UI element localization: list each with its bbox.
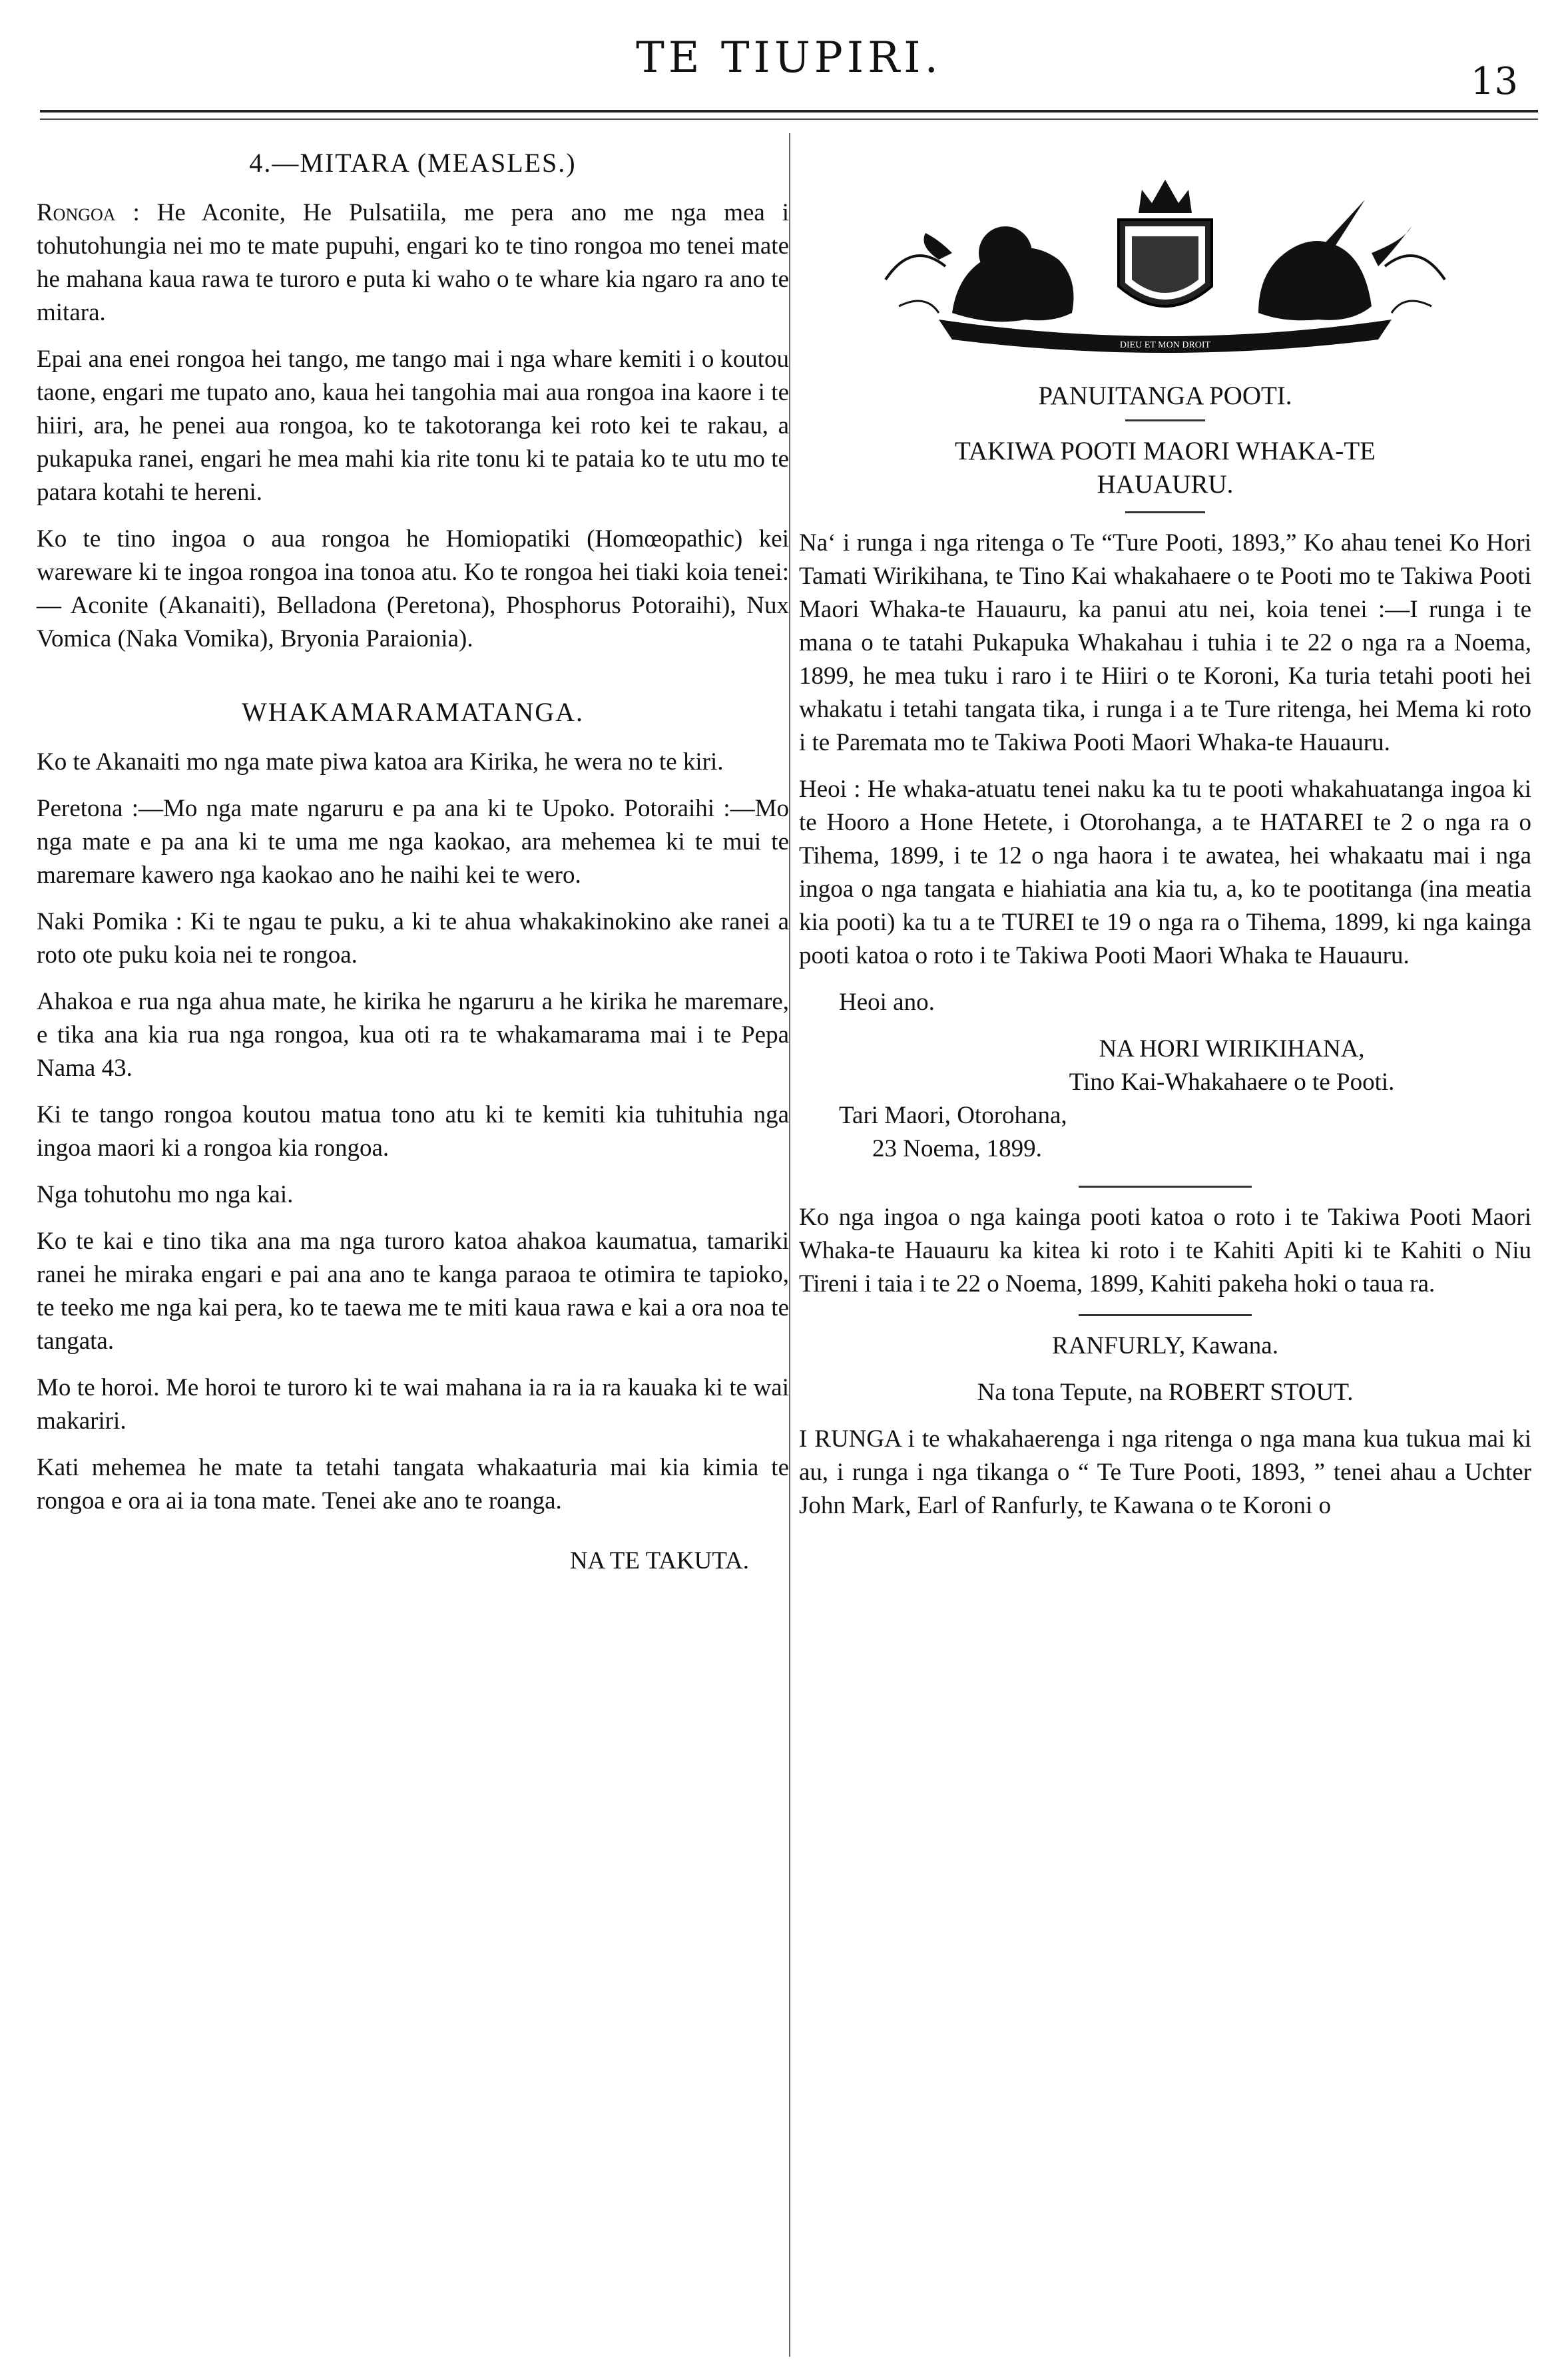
left-column (37, 133, 789, 1578)
header-rule-thin (40, 119, 1538, 120)
deputy-line: Na tona Tepute, na ROBERT STOUT. (977, 1379, 1354, 1406)
royal-crest-icon (859, 173, 1471, 359)
signature-date: 23 Noema, 1899. (872, 1135, 1042, 1162)
signature-name: NA HORI WIRIKIHANA, (1099, 1035, 1365, 1063)
paragraph: Ko te tino ingoa o aua rongoa he Homiopatiki (Homœopathic) kei wareware ki te ingoa rongoa ina tonoa atu. Ko te rongoa hei tiaki koia tenei: — Aconite (Akanaiti), Belladona (Peretona), Phosphorus Potoraihi), Nux Vomica (Naka Vomika), Bryonia Paraionia). (37, 525, 789, 652)
paragraph: Rongoa : He Aconite, He Pulsatiila, me pera ano me nga mea i tohutohungia nei mo te mate pupuhi, engari ko te tino rongoa mo tenei mate he mahana kaua rawa te turoro e puta ki waho o te whare kia ngaro ra ano te mitara. (37, 199, 790, 326)
paragraph: Nga tohutohu mo nga kai. (37, 1181, 294, 1208)
signature-place: Tari Maori, Otorohana, (839, 1102, 1067, 1129)
paragraph: Naki Pomika : Ki te ngau te puku, a ki te ahua whakakinokino ake ranei a roto ote puku koia nei te rongoa. (37, 908, 789, 969)
header-rule (40, 110, 1538, 113)
heoi-ano: Heoi ano. (839, 989, 935, 1016)
paragraph: Kati mehemea he mate ta tetahi tangata whakaaturia mai kia kimia te rongoa e ora ai ia tona mate. Tenei ake ano te roanga. (37, 1454, 789, 1515)
newspaper-title: TE TIUPIRI. (636, 33, 942, 83)
short-rule (1125, 511, 1205, 513)
rongoa-label: Rongoa : (37, 199, 140, 226)
paragraph: Ko nga ingoa o nga kainga pooti katoa o roto i te Takiwa Pooti Maori Whaka-te Hauauru ka kitea ki roto i te Kahiti Apiti ki te Kahiti o Niu Tireni i taia i te 22 o Noema, 1899, Kahiti pakeha hoki o taua ra. (799, 1204, 1531, 1298)
paragraph: Ahakoa e rua nga ahua mate, he kirika he ngaruru a he kirika he maremare, e tika ana kia rua nga rongoa, kua oti ra te whakamarama mai i te Pepa Nama 43. (37, 988, 789, 1082)
paragraph: Ko te Akanaiti mo nga mate piwa katoa ara Kirika, he wera no te kiri. (37, 748, 724, 776)
subheading: WHAKAMARAMATANGA. (241, 697, 585, 727)
page-number: 13 (1470, 60, 1518, 103)
notice-subheading-line1: TAKIWA POOTI MAORI WHAKA-TE (955, 437, 1376, 465)
section-title: 4.—MITARA (MEASLES.) (249, 148, 577, 178)
short-rule (1079, 1314, 1252, 1316)
paragraph: Peretona :—Mo nga mate ngaruru e pa ana ki te Upoko. Potoraihi :—Mo nga mate e pa ana ki te uma me nga kaokao, ara mehemea ki te mui te maremare kawero nga kaokao ano he naihi kei te wero. (37, 795, 789, 889)
page-header (40, 13, 1538, 126)
paragraph: Na‘ i runga i nga ritenga o Te “Ture Pooti, 1893,” Ko ahau tenei Ko Hori Tamati Wirikihana, te Tino Kai whakahaere o te Pooti mo te Takiwa Pooti Maori Whaka-te Hauauru, ka panui atu nei, koia tenei :—I runga i te mana o te tatahi Pukapuka Whakahau i tuhia i te 22 o nga ra a Noema, 1899, he mea tuku i raro i te Hiiri o te Koroni, Ka turia tetahi pooti hei whakatu i tetahi tangata tika, i runga i a te Ture ritenga, hei Mema ki roto i te Paremata mo te Takiwa Pooti Maori Whaka-te Hauauru. (799, 529, 1531, 756)
heoi-label: Heoi : (799, 776, 861, 803)
paragraph: Ko te kai e tino tika ana ma nga turoro katoa ahakoa kaumatua, tamariki ranei he miraka engari e pai ana ano te kanga paraoa te otimira te tapioko, te teeko me nga kai pera, ko te taewa me te miti kaua rawa e kai a ora noa te tangata. (37, 1228, 789, 1355)
notice-subheading-line2: HAUAURU. (1097, 470, 1234, 499)
crest-motto: DIEU ET MON DROIT (1119, 340, 1211, 350)
right-column (799, 133, 1531, 1536)
signature-title: Tino Kai-Whakahaere o te Pooti. (1069, 1069, 1395, 1096)
paragraph: Mo te horoi. Me horoi te turoro ki te wai mahana ia ra ia ra kauaka ki te wai makariri. (37, 1374, 789, 1435)
paragraph: Heoi : He whaka-atuatu tenei naku ka tu te pooti whakahuatanga ingoa ki te Hooro a Hone Hetete, i Otorohanga, a te HATAREI te 2 o nga ra o Tihema, 1899, i te 12 o nga haora i te awatea, hei whakaatu mai i nga ingoa o nga tangata e hiahiatia ana kia tu, a, ko te pootitanga (ina meatia kia pooti) ka tu a te TUREI te 19 o nga ra o Tihema, 1899, ki nga kainga pooti katoa o roto i te Takiwa Pooti Maori Whaka te Hauauru. (799, 776, 1532, 969)
paragraph: Ki te tango rongoa koutou matua tono atu ki te kemiti kia tuhituhia nga ingoa maori ki a rongoa kia rongoa. (37, 1101, 789, 1162)
paragraph: Epai ana enei rongoa hei tango, me tango mai i nga whare kemiti i o koutou taone, engari me tupato ano, kaua hei tangohia mai aua rongoa ina kaore i te hiiri, ara, he penei aua rongoa, ko te takotoranga kei roto kei te rakau, a pukapuka ranei, engari he mea mahi kia rite tonu ki te pataia ko te utu mo te patara kotahi te hereni. (37, 346, 789, 506)
short-rule (1079, 1186, 1252, 1188)
governor-line: RANFURLY, Kawana. (1052, 1332, 1278, 1359)
column-divider (789, 133, 790, 2357)
paragraph: I RUNGA i te whakahaerenga i nga ritenga o nga mana kua tukua mai ki au, i runga i nga tikanga o “ Te Ture Pooti, 1893, ” tenei ahau a Uchter John Mark, Earl of Ranfurly, te Kawana o te Koroni o (799, 1425, 1531, 1519)
signature: NA TE TAKUTA. (569, 1547, 749, 1574)
notice-heading: PANUITANGA POOTI. (1038, 381, 1292, 410)
short-rule (1125, 419, 1205, 421)
